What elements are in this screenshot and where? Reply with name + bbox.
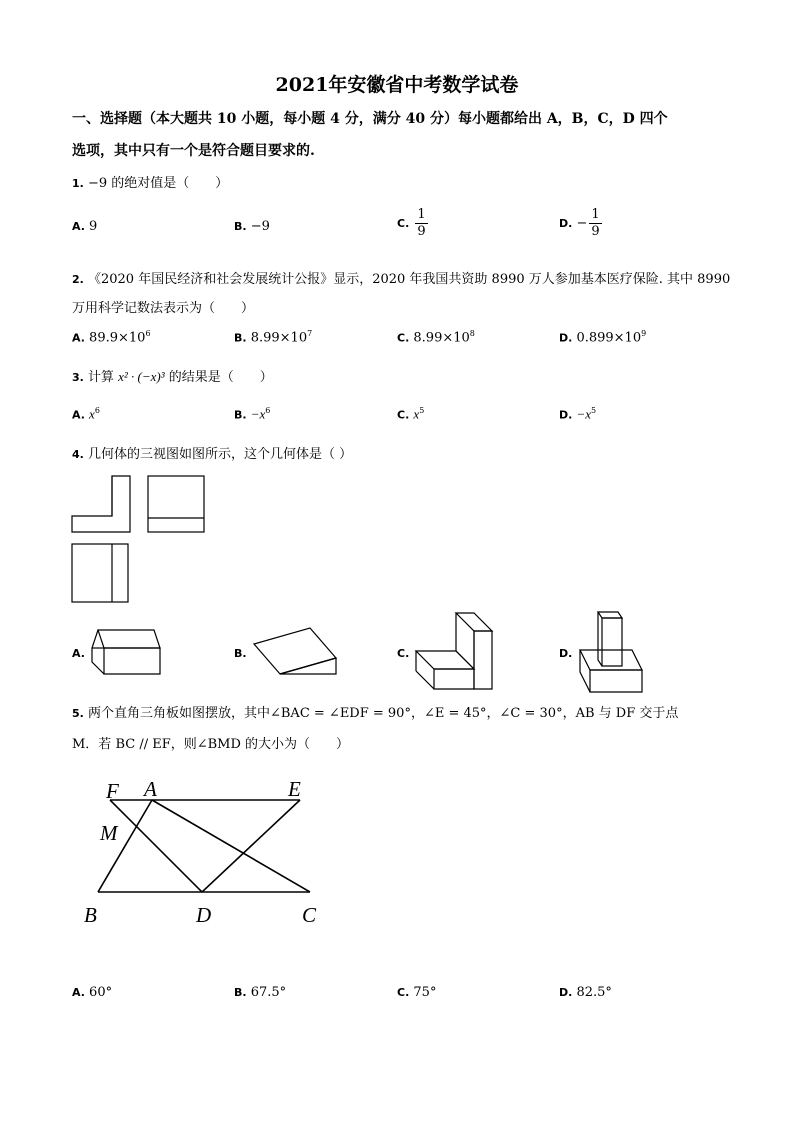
q3-option-d[interactable]: D. $-x^5$ [559, 406, 597, 422]
fraction: $\frac{1}{9}$ [591, 207, 600, 239]
triangle-figure [78, 772, 338, 932]
front-view [72, 476, 130, 532]
question-5-line2: M．若 BC // EF，则∠BMD 的大小为（ ） [72, 737, 350, 752]
section-header-line1: 一、选择题（本大题共 10 小题，每小题 4 分，满分 40 分）每小题都给出 A，B，C，D 四个 [72, 111, 668, 127]
q4-option-b-solid [250, 626, 340, 678]
q1-option-c[interactable]: C. $\frac{1}{9}$ [397, 207, 426, 239]
q4-option-c[interactable]: C. [397, 647, 410, 660]
q4-option-c-solid [412, 611, 496, 691]
q4-option-b[interactable]: B. [234, 647, 247, 660]
q3-option-c[interactable]: C. $x^5$ [397, 406, 425, 422]
fraction: $\frac{1}{9}$ [417, 207, 426, 239]
q2-option-c[interactable]: C. $8.99\times 10^8$ [397, 329, 475, 346]
page-title: 2021年安徽省中考数学试卷 [275, 74, 519, 96]
q3-option-b[interactable]: B. $-x^6$ [234, 406, 271, 422]
q1-option-b[interactable]: B. −9 [234, 219, 270, 234]
section-header-line2: 选项，其中只有一个是符合题目要求的. [72, 143, 315, 159]
label-D: D [196, 903, 212, 927]
q4-option-d-solid [576, 608, 650, 694]
top-view [72, 544, 128, 602]
q4-option-a[interactable]: A. [72, 647, 85, 660]
q2-option-d[interactable]: D. $0.899\times 10^9$ [559, 329, 647, 346]
label-E: E [288, 777, 301, 801]
question-5: 5. 两个直角三角板如图摆放，其中∠BAC = ∠EDF = 90°，∠E = 45°，∠C = 30°，AB 与 DF 交于点 [72, 706, 679, 721]
q2-option-b[interactable]: B. $8.99\times 10^7$ [234, 329, 313, 346]
side-view [148, 476, 204, 532]
q4-option-a-solid [88, 628, 162, 678]
q5-option-c[interactable]: C. 75° [397, 985, 437, 1000]
label-M: M [100, 821, 118, 845]
q4-option-d[interactable]: D. [559, 647, 573, 660]
label-A: A [144, 777, 157, 801]
q3-option-a[interactable]: A. $x^6$ [72, 406, 100, 422]
label-C: C [302, 903, 317, 927]
q5-option-b[interactable]: B. 67.5° [234, 985, 287, 1000]
question-text: −9 的绝对值是（ ） [87, 176, 229, 191]
q2-option-a[interactable]: A. $89.9\times 10^6$ [72, 329, 151, 346]
q5-option-d[interactable]: D. 82.5° [559, 985, 612, 1000]
question-2-line2: 万用科学记数法表示为（ ） [72, 301, 255, 316]
question-number: 1. [72, 177, 84, 190]
label-F: F [106, 779, 119, 803]
question-3: 3. 计算 x² · (−x)³ 的结果是（ ） [72, 369, 273, 385]
q1-option-d[interactable]: D. − $\frac{1}{9}$ [559, 207, 600, 239]
q1-option-a[interactable]: A. 9 [72, 219, 98, 234]
question-2: 2. 《2020 年国民经济和社会发展统计公报》显示，2020 年我国共资助 8990 万人参加基本医疗保险. 其中 8990 [72, 272, 731, 287]
math-expression: x² · (−x)³ [118, 369, 165, 384]
question-1 [72, 172, 228, 191]
three-view-drawing [70, 474, 210, 606]
q5-option-a[interactable]: A. 60° [72, 985, 113, 1000]
question-4: 4. 几何体的三视图如图所示，这个几何体是（ ） [72, 447, 353, 462]
label-B: B [84, 903, 97, 927]
